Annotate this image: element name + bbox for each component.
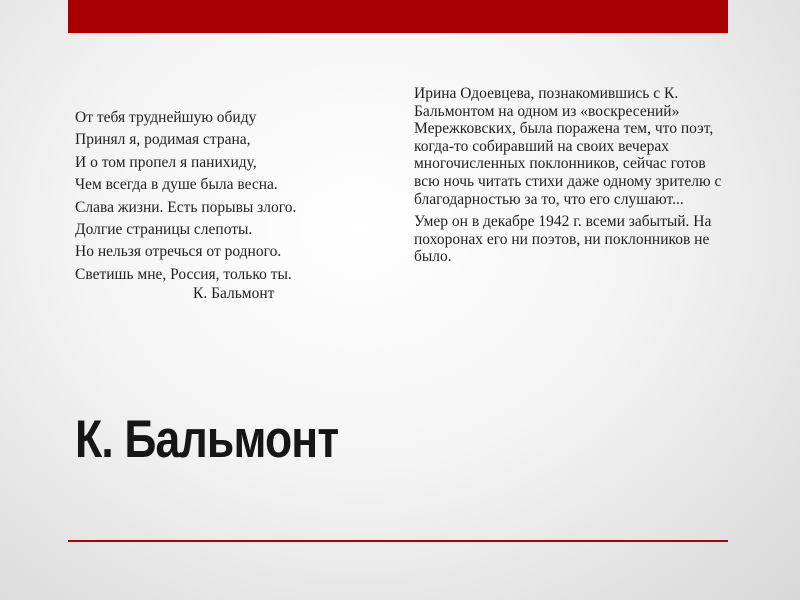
poem-line: Но нельзя отречься от родного.	[75, 243, 282, 261]
poem-line: Чем всегда в душе была весна.	[75, 176, 278, 194]
slide-title: К. Бальмонт	[75, 410, 339, 469]
poem-line: Слава жизни. Есть порывы злого.	[75, 198, 297, 216]
poem-author: К. Бальмонт	[193, 285, 275, 303]
biography-text	[414, 85, 734, 271]
top-accent-bar	[68, 0, 728, 33]
poem-line: И о том пропел я панихиду,	[75, 153, 257, 171]
bio-paragraph: Умер он в декабре 1942 г. всеми забытый. На похоронах его ни поэтов, ни поклонников не было.	[414, 213, 712, 266]
poem-line: Светишь мне, Россия, только ты.	[75, 265, 292, 283]
poem-line: От тебя труднейшую обиду	[75, 109, 257, 126]
poem-line: Принял я, родимая страна,	[75, 131, 251, 149]
bio-paragraph: Ирина Одоевцева, познакомившись с К. Бальмонтом на одном из «воскресений» Мережковских, была поражена тем, что поэт, когда-то собиравший на своих вечерах многочисленных поклонников, сейчас готов всю ночь читать стихи даже одному зрителю с благодарностью за то, что его слушают...	[414, 85, 722, 208]
poem-line: Долгие страницы слепоты.	[75, 221, 253, 239]
poem-block	[75, 107, 395, 306]
bottom-divider	[68, 540, 728, 542]
